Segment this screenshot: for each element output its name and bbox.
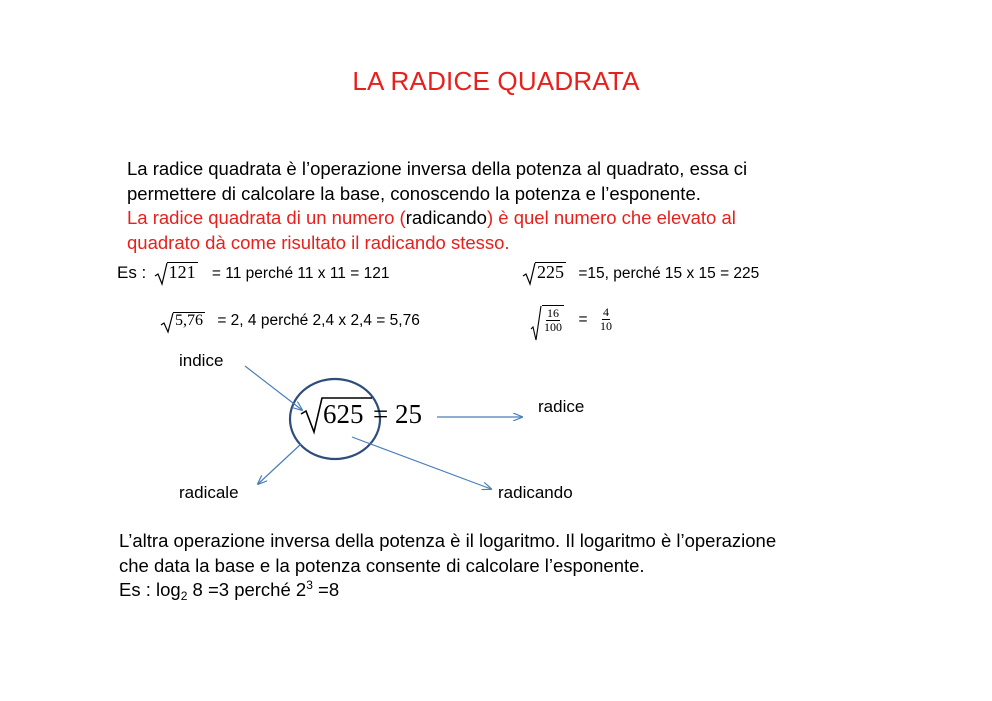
label-radicale: radicale: [179, 483, 239, 502]
fraction-denominator: 100: [544, 320, 562, 334]
intro-line-2: permettere di calcolare la base, conoscendo la potenza e l’esponente.: [127, 182, 701, 204]
log-line-1: L’altra operazione inversa della potenza è il logaritmo. Il logaritmo è l’operazione: [119, 530, 777, 551]
log-example-c: =8: [312, 579, 340, 600]
log-example-b: 8 =3 perché 2: [187, 579, 307, 600]
definition-word-radicando: radicando: [405, 207, 487, 228]
fraction-result-numerator: 4: [602, 305, 609, 320]
fraction-numerator: 16: [547, 306, 559, 320]
intro-line-1: La radice quadrata è l’operazione inversa della potenza al quadrato, essa ci: [127, 158, 748, 179]
label-radicando: radicando: [498, 483, 573, 502]
log-example-a: Es : log: [119, 579, 181, 600]
example-1-text: = 11 perché 11 x 11 = 121: [211, 265, 390, 282]
log-example: [119, 578, 776, 603]
fraction-result-denominator: 10: [599, 319, 612, 334]
es-label: Es :: [117, 263, 147, 282]
radicand-121: 121: [168, 262, 196, 282]
definition-part-b: ) è quel numero che elevato al: [486, 207, 736, 228]
log-exponent: 3: [306, 578, 313, 592]
log-line-2: che data la base e la potenza consente di calcolare l’esponente.: [119, 554, 645, 576]
radicand-225: 225: [537, 262, 564, 282]
label-radice: radice: [538, 397, 585, 416]
label-indice: indice: [179, 351, 224, 370]
example-4-equals: =: [578, 310, 588, 328]
example-2-text: =15, perché 15 x 15 = 225: [578, 265, 760, 282]
big-result: = 25: [373, 399, 422, 429]
log-paragraph: [119, 529, 776, 603]
log-base: 2: [180, 589, 188, 603]
arrow-indice: [245, 366, 302, 410]
arrow-radicale: [258, 444, 301, 484]
arrow-radicando: [352, 437, 491, 489]
page-title: LA RADICE QUADRATA: [352, 66, 640, 96]
big-radicand: 625: [323, 399, 364, 429]
example-3-text: = 2, 4 perché 2,4 x 2,4 = 5,76: [217, 312, 420, 329]
definition-line-2: quadrato dà come risultato il radicando stesso.: [127, 231, 510, 253]
radicand-5-76: 5,76: [175, 312, 203, 329]
definition-part-a: La radice quadrata di un numero (: [127, 207, 406, 228]
